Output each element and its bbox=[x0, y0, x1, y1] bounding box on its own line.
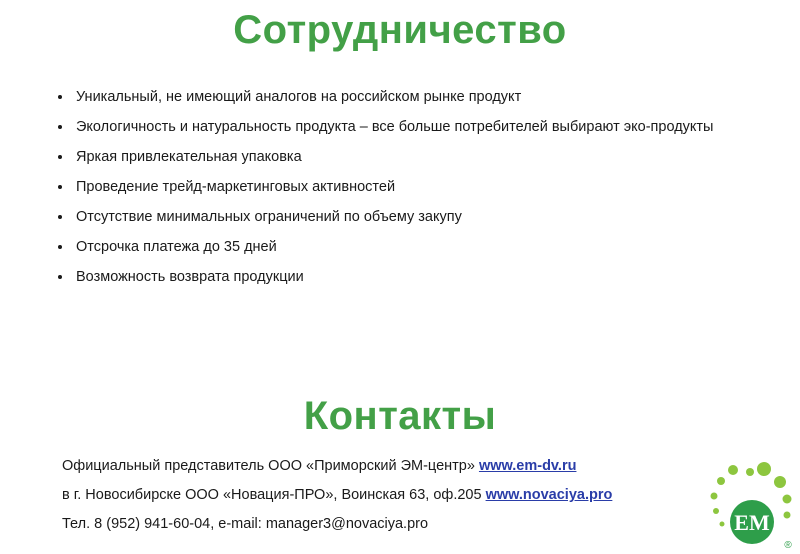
logo-text: EM bbox=[734, 510, 770, 535]
page-title: Сотрудничество bbox=[233, 8, 567, 52]
em-dv-link[interactable]: www.em-dv.ru bbox=[478, 458, 577, 474]
list-item: Отсрочка платежа до 35 дней bbox=[58, 238, 758, 257]
contacts-title: Контакты bbox=[303, 394, 497, 438]
bullet-icon bbox=[58, 155, 62, 159]
contacts-block bbox=[62, 456, 702, 543]
contact-line-representative: Официальный представитель ООО «Приморский ЭМ-центр» www.em-dv.ru bbox=[62, 458, 577, 474]
contact-line-novosibirsk: в г. Новосибирске ООО «Новация-ПРО», Воинская 63, оф.205 www.novaciya.pro bbox=[62, 487, 613, 503]
list-item: Отсутствие минимальных ограничений по объему закупу bbox=[58, 208, 758, 227]
bullet-icon bbox=[58, 125, 62, 129]
bullet-icon bbox=[58, 275, 62, 279]
novaciya-link[interactable]: www.novaciya.pro bbox=[485, 487, 613, 503]
bullet-icon bbox=[58, 215, 62, 219]
bullet-icon bbox=[58, 95, 62, 99]
list-item: Проведение трейд-маркетинговых активностей bbox=[58, 178, 758, 197]
em-logo bbox=[700, 462, 800, 554]
contact-line-phone-email: Тел. 8 (952) 941-60-04, e-mail: manager3@novaciya.pro bbox=[62, 516, 429, 532]
benefits-list bbox=[58, 88, 758, 298]
list-item: Уникальный, не имеющий аналогов на российском рынке продукт bbox=[58, 88, 758, 107]
list-item: Экологичность и натуральность продукта – все больше потребителей выбирают эко-продукты bbox=[58, 118, 758, 137]
registered-mark: ® bbox=[784, 540, 792, 551]
bullet-icon bbox=[58, 245, 62, 249]
list-item: Возможность возврата продукции bbox=[58, 268, 758, 287]
bullet-icon bbox=[58, 185, 62, 189]
list-item: Яркая привлекательная упаковка bbox=[58, 148, 758, 167]
